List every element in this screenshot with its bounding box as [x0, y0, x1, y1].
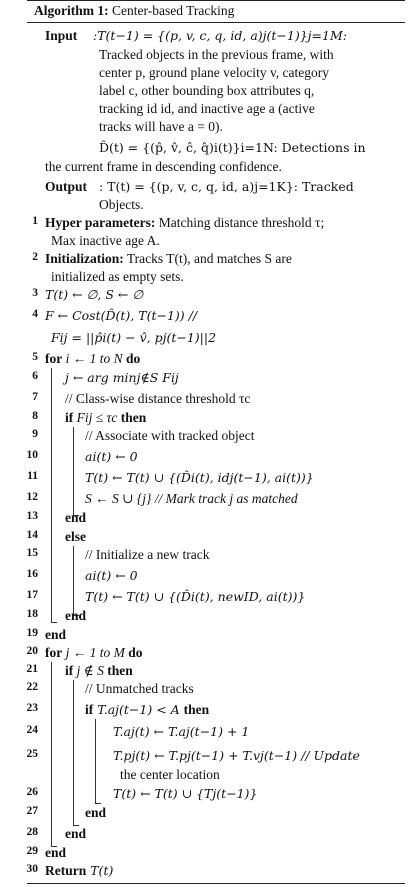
line-comment-unmatched: // Unmatched tracks [85, 681, 194, 696]
line-end-if-unmatched: end [65, 826, 87, 841]
input-label: Input [45, 28, 78, 43]
line-number: 10 [26, 449, 38, 461]
line-keep-track: T(t) ← T(t) ∪ {Tj(t−1)} [113, 786, 258, 801]
line-add-new-track: T(t) ← T(t) ∪ {(D̂i(t), newID, ai(t))} [85, 589, 306, 604]
line-initialization: Initialization: Tracks T(t), and matches S are [45, 251, 292, 266]
line-number: 19 [26, 627, 38, 639]
line-cost-matrix: F ← Cost(D̂(t), T(t−1)) // [45, 308, 198, 323]
line-else: else [65, 529, 86, 544]
line-number: 7 [32, 391, 38, 403]
line-comment-threshold: // Class-wise distance threshold τc [65, 391, 251, 406]
line-for-detections: for i ← 1 to N do [45, 351, 141, 366]
line-if-age: if T.aj(t−1) < A then [85, 702, 210, 717]
input-desc-5: tracks will have a = 0). [99, 119, 223, 134]
if2-block-line [73, 680, 74, 825]
line-number: 23 [26, 702, 38, 714]
line-number: 1 [32, 215, 38, 227]
input-desc-4: tracking id id, and inactive age a (active [99, 101, 315, 116]
line-number: 13 [26, 510, 38, 522]
line-number: 9 [32, 428, 38, 440]
line-argmin: j ← arg minj∉S Fij [65, 370, 179, 385]
line-return: Return T(t) [45, 863, 114, 878]
line-if-match: if Fij ≤ τc then [65, 410, 147, 425]
line-number: 16 [26, 568, 38, 580]
line-number: 15 [26, 547, 38, 559]
line-update-center-cont: the center location [120, 767, 220, 782]
line-number: 29 [26, 845, 38, 857]
line-end-for-1: end [45, 627, 67, 642]
input-desc-1: Tracked objects in the previous frame, with [99, 47, 334, 62]
line-new-age: ai(t) ← 0 [85, 568, 138, 583]
line-increment-age: T.aj(t) ← T.aj(t−1) + 1 [113, 724, 250, 739]
input-detections: D̂(t) = {(p̂, v̂, ĉ, q̂)i(t)}i=1N: Detections in [99, 140, 366, 155]
line-number: 28 [26, 826, 38, 838]
line-if-unmatched: if j ∉ S then [65, 663, 133, 678]
line-number: 14 [26, 529, 38, 541]
output-cont: Objects. [99, 197, 144, 212]
output-label: Output [45, 179, 88, 194]
line-number: 30 [26, 863, 38, 875]
line-number: 25 [26, 748, 38, 760]
line-number: 8 [32, 410, 38, 422]
line-number: 12 [26, 491, 38, 503]
for-block-end-tick [51, 622, 57, 623]
algorithm-box [27, 0, 405, 884]
line-number: 20 [26, 645, 38, 657]
for-block-line [51, 368, 52, 622]
algorithm-title-row [27, 1, 405, 23]
line-end-else: end [65, 608, 87, 623]
line-number: 17 [26, 589, 38, 601]
line-end-for-2: end [45, 845, 67, 860]
line-end-if-age: end [85, 805, 107, 820]
input-detections-cont: the current frame in descending confidence. [45, 159, 282, 174]
line-update-center: T.pj(t) ← T.pj(t−1) + T.vj(t−1) // Update [113, 748, 360, 763]
input-desc-3: label c, other bounding box attributes q, [99, 83, 315, 98]
line-empty-sets: T(t) ← ∅, S ← ∅ [45, 287, 144, 302]
line-end-if: end [65, 510, 87, 525]
line-reset-age: ai(t) ← 0 [85, 449, 138, 464]
else-block-line [73, 546, 74, 615]
line-number: 24 [26, 724, 38, 736]
line-number: 5 [32, 351, 38, 363]
line-for-tracks: for j ← 1 to M do [45, 645, 143, 660]
line-comment-associate: // Associate with tracked object [85, 428, 255, 443]
line-number: 27 [26, 805, 38, 817]
algorithm-title: Algorithm 1: Center-based Tracking [34, 3, 235, 18]
line-mark-matched: S ← S ∪ {j} // Mark track j as matched [85, 491, 298, 506]
line-hyper-params-cont: Max inactive age A. [51, 233, 160, 248]
line-comment-new-track: // Initialize a new track [85, 547, 210, 562]
input-prev-tracks: :T(t−1) = {(p, v, c, q, id, a)j(t−1)}j=1M: [93, 28, 347, 43]
if3-block-line [95, 719, 96, 803]
line-number: 4 [32, 308, 38, 320]
line-number: 18 [26, 608, 38, 620]
if-block-line [73, 427, 74, 515]
output-text: : T(t) = {(p, v, c, q, id, a)j=1K}: Tracked [99, 179, 354, 194]
for2-block-line [51, 662, 52, 846]
line-number: 22 [26, 681, 38, 693]
line-initialization-cont: initialized as empty sets. [51, 269, 184, 284]
line-number: 2 [32, 251, 38, 263]
line-number: 21 [26, 663, 38, 675]
line-hyper-params: Hyper parameters: Matching distance threshold τ; [45, 215, 325, 230]
line-cost-formula: Fij = ||p̂i(t) − v̂, pj(t−1)||2 [51, 330, 217, 345]
line-number: 6 [32, 370, 38, 382]
line-number: 3 [32, 287, 38, 299]
line-number: 11 [27, 470, 38, 482]
input-desc-2: center p, ground plane velocity v, category [99, 65, 330, 80]
line-add-matched-track: T(t) ← T(t) ∪ {(D̂i(t), idj(t−1), ai(t))} [85, 470, 314, 485]
line-number: 26 [26, 786, 38, 798]
